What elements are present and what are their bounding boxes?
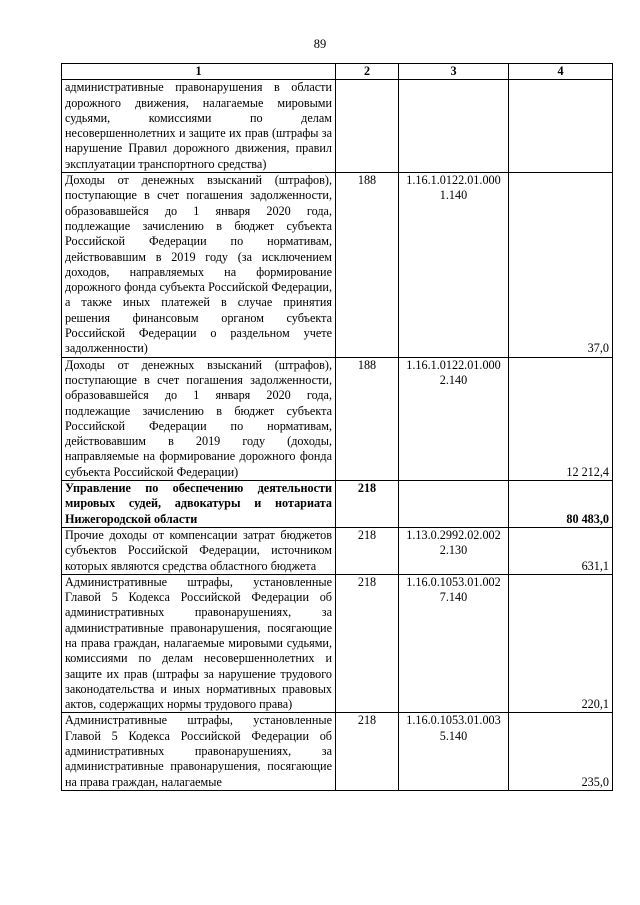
row-amount: 80 483,0 <box>509 481 613 528</box>
row-admin-code: 188 <box>336 357 399 480</box>
row-kbk: 1.16.0.1053.01.0035.140 <box>399 713 509 790</box>
table-row-section-heading <box>62 481 613 528</box>
table-row <box>62 527 613 574</box>
table-row <box>62 574 613 713</box>
row-admin-code: 218 <box>336 713 399 790</box>
row-description: Прочие доходы от компенсации затрат бюджетов субъектов Российской Федерации, источником которых являются средства областного бюджета <box>62 527 336 574</box>
row-admin-code <box>336 80 399 173</box>
row-kbk: 1.13.0.2992.02.0022.130 <box>399 527 509 574</box>
row-admin-code: 188 <box>336 173 399 358</box>
row-amount: 631,1 <box>509 527 613 574</box>
revenue-table <box>61 63 613 791</box>
header-col-1: 1 <box>62 64 336 80</box>
row-admin-code: 218 <box>336 481 399 528</box>
row-description: Доходы от денежных взысканий (штрафов), поступающие в счет погашения задолженности, образовавшейся до 1 января 2020 года, подлежащие зачислению в бюджет субъекта Российской Федерации по нормативам, действовавшим в 2019 году (доходы, направляемые на формирование дорожного фонда субъекта Российской Федерации) <box>62 357 336 480</box>
row-amount: 235,0 <box>509 713 613 790</box>
row-kbk <box>399 80 509 173</box>
table-row <box>62 357 613 480</box>
table-row <box>62 80 613 173</box>
table-row <box>62 713 613 790</box>
row-amount: 37,0 <box>509 173 613 358</box>
row-kbk: 1.16.0.1053.01.0027.140 <box>399 574 509 713</box>
header-col-4: 4 <box>509 64 613 80</box>
table-row <box>62 173 613 358</box>
table-header-row <box>62 64 613 80</box>
page-number: 89 <box>313 37 327 51</box>
row-kbk: 1.16.1.0122.01.0002.140 <box>399 357 509 480</box>
row-description: Административные штрафы, установленные Главой 5 Кодекса Российской Федерации об административных правонарушениях, за административные правонарушения, посягающие на права граждан, налагаемые <box>62 713 336 790</box>
row-admin-code: 218 <box>336 574 399 713</box>
row-description: Административные штрафы, установленные Главой 5 Кодекса Российской Федерации об административных правонарушениях, за административные правонарушения, посягающие на права граждан, налагаемые мировыми судьями, комиссиями по делам несовершеннолетних и защите их прав (штрафы за нарушение трудового законодательства и иных нормативных правовых актов, содержащих нормы трудового права) <box>62 574 336 713</box>
row-kbk <box>399 481 509 528</box>
row-kbk: 1.16.1.0122.01.0001.140 <box>399 173 509 358</box>
row-description: Управление по обеспечению деятельности мировых судей, адвокатуры и нотариата Нижегородской области <box>62 481 336 528</box>
row-description: административные правонарушения в области дорожного движения, налагаемые мировыми судьями, комиссиями по делам несовершеннолетних и защите их прав (штрафы за нарушение Правил дорожного движения, правил эксплуатации транспортного средства) <box>62 80 336 173</box>
row-amount <box>509 80 613 173</box>
row-admin-code: 218 <box>336 527 399 574</box>
row-amount: 220,1 <box>509 574 613 713</box>
row-amount: 12 212,4 <box>509 357 613 480</box>
header-col-3: 3 <box>399 64 509 80</box>
row-description: Доходы от денежных взысканий (штрафов), поступающие в счет погашения задолженности, образовавшейся до 1 января 2020 года, подлежащие зачислению в бюджет субъекта Российской Федерации по нормативам, действовавшим в 2019 году (за исключением доходов, направляемых на формирование дорожного фонда субъекта Российской Федерации, а также иных платежей в случае принятия решения финансовым органом субъекта Российской Федерации о раздельном учете задолженности) <box>62 173 336 358</box>
header-col-2: 2 <box>336 64 399 80</box>
